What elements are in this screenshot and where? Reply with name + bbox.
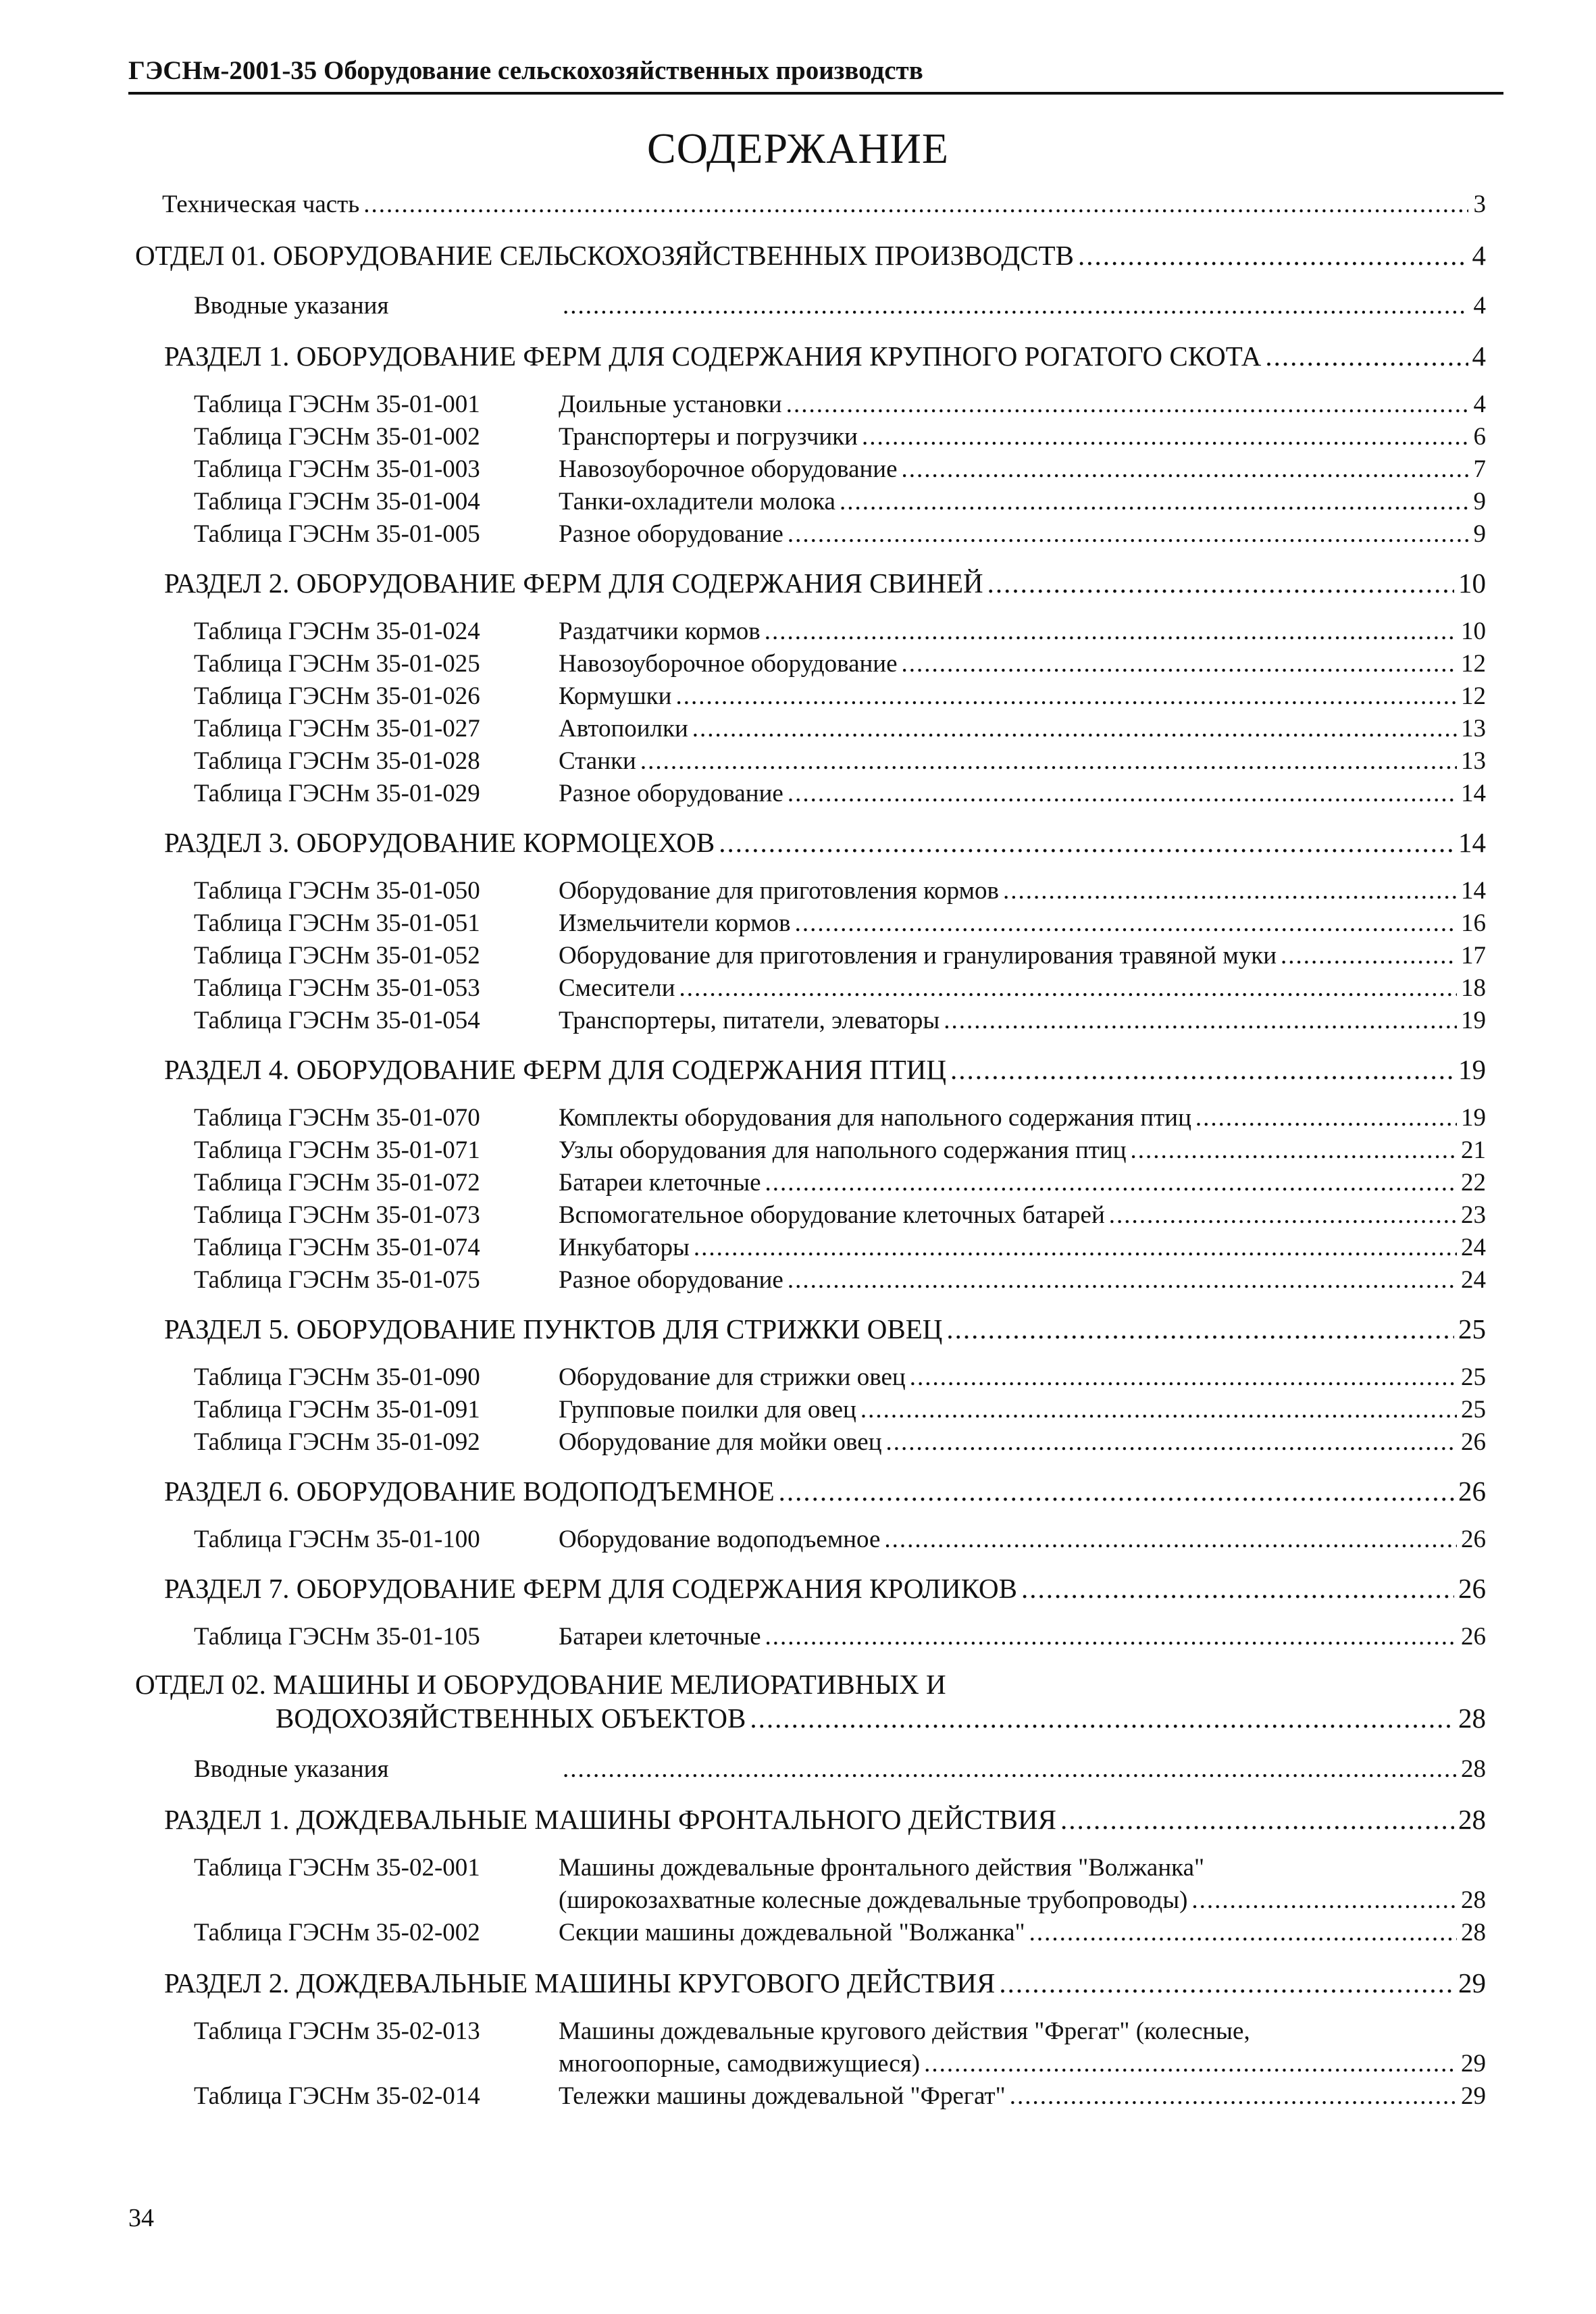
table-code: Таблица ГЭСНм 35-01-027	[194, 715, 480, 743]
dot-leader	[363, 189, 1468, 220]
table-title: Инкубаторы	[559, 1234, 690, 1261]
toc-table-row[interactable]	[194, 778, 1486, 809]
table-title: Смесители	[559, 974, 675, 1002]
table-page: 28	[1461, 1919, 1486, 1946]
table-title: Батареи клеточные	[559, 1623, 761, 1651]
table-code: Таблица ГЭСНм 35-01-074	[194, 1234, 480, 1261]
table-page: 21	[1461, 1136, 1486, 1164]
table-page: 18	[1461, 974, 1486, 1002]
table-page: 10	[1461, 618, 1486, 645]
dot-leader	[944, 1005, 1457, 1036]
toc-section-title: РАЗДЕЛ 7. ОБОРУДОВАНИЕ ФЕРМ ДЛЯ СОДЕРЖАНИЯ КРОЛИКОВ	[164, 1573, 1017, 1604]
dot-leader	[563, 1754, 1457, 1785]
table-code: Таблица ГЭСНм 35-01-072	[194, 1169, 480, 1197]
toc-entry-title: ОТДЕЛ 01. ОБОРУДОВАНИЕ СЕЛЬСКОХОЗЯЙСТВЕННЫХ ПРОИЗВОДСТВ	[135, 240, 1074, 271]
running-header: ГЭСНм-2001-35 Оборудование сельскохозяйственных производств	[128, 56, 923, 85]
table-page: 29	[1461, 2050, 1486, 2078]
toc-table-row[interactable]	[194, 616, 1486, 647]
table-code: Таблица ГЭСНм 35-02-001	[194, 1854, 480, 1882]
toc-table-row[interactable]	[194, 486, 1486, 518]
table-code: Таблица ГЭСНм 35-01-100	[194, 1526, 480, 1553]
table-title: Станки	[559, 747, 636, 775]
table-code: Таблица ГЭСНм 35-01-050	[194, 877, 480, 905]
table-title: Разное оборудование	[559, 1266, 783, 1294]
table-title: Транспортеры, питатели, элеваторы	[559, 1007, 940, 1034]
toc-entry-page: 4	[1473, 292, 1486, 320]
table-title: Оборудование для приготовления кормов	[559, 877, 999, 905]
dot-leader	[694, 1232, 1457, 1263]
table-page: 14	[1461, 877, 1486, 905]
table-title: Навозоуборочное оборудование	[559, 455, 898, 483]
toc-section-title: РАЗДЕЛ 1. ОБОРУДОВАНИЕ ФЕРМ ДЛЯ СОДЕРЖАНИЯ КРУПНОГО РОГАТОГО СКОТА	[164, 341, 1262, 372]
toc-entry-title: ВОДОХОЗЯЙСТВЕННЫХ ОБЪЕКТОВ	[276, 1703, 746, 1734]
toc-section-page: 4	[1472, 341, 1486, 372]
dot-leader	[795, 908, 1457, 939]
dot-leader	[765, 1167, 1457, 1199]
dot-leader	[902, 649, 1457, 680]
toc-table-row[interactable]	[194, 2081, 1486, 2112]
toc-table-row-continuation[interactable]	[559, 2048, 1486, 2080]
table-page: 7	[1473, 455, 1486, 483]
table-page: 6	[1473, 423, 1486, 451]
dot-leader	[1131, 1135, 1457, 1166]
toc-section-title: РАЗДЕЛ 6. ОБОРУДОВАНИЕ ВОДОПОДЪЕМНОЕ	[164, 1476, 775, 1507]
toc-section-6[interactable]	[164, 1474, 1486, 1508]
dot-leader	[765, 616, 1457, 647]
table-title: Измельчители кормов	[559, 909, 791, 937]
table-title: Оборудование для стрижки овец	[559, 1363, 906, 1391]
toc-table-row[interactable]	[194, 519, 1486, 550]
toc-section-title: РАЗДЕЛ 1. ДОЖДЕВАЛЬНЫЕ МАШИНЫ ФРОНТАЛЬНОГО ДЕЙСТВИЯ	[164, 1804, 1056, 1835]
dot-leader	[779, 1474, 1454, 1508]
table-title: Секции машины дождевальной "Волжанка"	[559, 1919, 1025, 1946]
toc-table-row[interactable]	[194, 1167, 1486, 1199]
dot-leader	[692, 713, 1457, 745]
dot-leader	[750, 1701, 1454, 1735]
table-page: 25	[1461, 1363, 1486, 1391]
table-code: Таблица ГЭСНм 35-01-071	[194, 1136, 480, 1164]
dot-leader	[719, 826, 1454, 859]
toc-section-page: 28	[1458, 1804, 1486, 1835]
table-page: 26	[1461, 1623, 1486, 1651]
table-code: Таблица ГЭСНм 35-01-105	[194, 1623, 480, 1651]
table-title: Комплекты оборудования для напольного содержания птиц	[559, 1104, 1191, 1132]
table-title-line1: Машины дождевальные фронтального действия "Волжанка"	[559, 1854, 1205, 1882]
toc-section-page: 25	[1458, 1313, 1486, 1344]
table-title-line2: (широкозахватные колесные дождевальные трубопроводы)	[559, 1886, 1188, 1914]
toc-section-title: РАЗДЕЛ 5. ОБОРУДОВАНИЕ ПУНКТОВ ДЛЯ СТРИЖКИ ОВЕЦ	[164, 1313, 943, 1344]
table-code: Таблица ГЭСНм 35-01-025	[194, 650, 480, 678]
table-code: Таблица ГЭСНм 35-01-092	[194, 1428, 480, 1456]
table-page: 17	[1461, 942, 1486, 970]
toc-entry-title: Техническая часть	[162, 191, 360, 218]
toc-table-row[interactable]	[194, 681, 1486, 712]
dot-leader	[679, 973, 1457, 1004]
toc-table-row-continuation[interactable]	[559, 1885, 1486, 1916]
table-page: 13	[1461, 747, 1486, 775]
dot-leader	[950, 1053, 1454, 1086]
dot-leader	[1281, 940, 1457, 972]
table-title: Узлы оборудования для напольного содержания птиц	[559, 1136, 1127, 1164]
toc-table-row[interactable]	[194, 746, 1486, 777]
dot-leader	[862, 422, 1468, 453]
toc-entry-dept02[interactable]	[276, 1701, 1486, 1735]
table-title: Оборудование водоподъемное	[559, 1526, 881, 1553]
toc-table-row[interactable]	[194, 1621, 1486, 1653]
table-code: Таблица ГЭСНм 35-01-051	[194, 909, 480, 937]
toc-table-row[interactable]	[194, 1917, 1486, 1948]
toc-table-row[interactable]	[194, 1362, 1486, 1393]
table-page: 22	[1461, 1169, 1486, 1197]
page-number: 34	[128, 2204, 154, 2232]
toc-table-row[interactable]	[194, 1394, 1486, 1426]
dot-leader	[999, 1966, 1454, 2000]
dot-leader	[860, 1394, 1457, 1426]
dot-leader	[1021, 1571, 1454, 1605]
toc-entry-dept02-intro[interactable]	[194, 1754, 1486, 1785]
toc-entry-dept01-intro[interactable]	[194, 291, 1486, 322]
toc-table-row[interactable]	[194, 973, 1486, 1004]
table-page: 9	[1473, 520, 1486, 548]
table-page: 29	[1461, 2082, 1486, 2110]
toc-entry-dept02-line1[interactable]: ОТДЕЛ 02. МАШИНЫ И ОБОРУДОВАНИЕ МЕЛИОРАТИВНЫХ И	[135, 1669, 946, 1700]
toc-table-row[interactable]	[194, 1853, 1486, 1884]
dot-leader	[946, 1312, 1454, 1346]
toc-entry-page: 4	[1472, 240, 1486, 271]
dot-leader	[840, 486, 1468, 518]
table-code: Таблица ГЭСНм 35-01-070	[194, 1104, 480, 1132]
table-code: Таблица ГЭСНм 35-01-075	[194, 1266, 480, 1294]
toc-table-row[interactable]	[194, 1524, 1486, 1555]
table-code: Таблица ГЭСНм 35-01-026	[194, 682, 480, 710]
toc-table-row[interactable]	[194, 1232, 1486, 1263]
table-code: Таблица ГЭСНм 35-01-052	[194, 942, 480, 970]
table-page: 19	[1461, 1104, 1486, 1132]
dot-leader	[1029, 1917, 1457, 1948]
table-title: Разное оборудование	[559, 520, 783, 548]
toc-entry-title: Вводные указания	[194, 292, 389, 320]
table-page: 12	[1461, 682, 1486, 710]
dot-leader	[1060, 1803, 1454, 1836]
table-title: Оборудование для мойки овец	[559, 1428, 882, 1456]
toc-table-row[interactable]	[194, 454, 1486, 485]
table-code: Таблица ГЭСНм 35-01-090	[194, 1363, 480, 1391]
table-page: 25	[1461, 1396, 1486, 1424]
toc-section-page: 10	[1458, 568, 1486, 599]
table-title: Кормушки	[559, 682, 672, 710]
dot-leader	[1195, 1103, 1457, 1134]
toc-table-row[interactable]	[194, 713, 1486, 745]
toc-table-row[interactable]	[194, 422, 1486, 453]
toc-entry-page: 28	[1458, 1703, 1486, 1734]
toc-table-row[interactable]	[194, 876, 1486, 907]
dot-leader	[1010, 2081, 1457, 2112]
table-code: Таблица ГЭСНм 35-01-091	[194, 1396, 480, 1424]
table-page: 14	[1461, 780, 1486, 807]
toc-table-row[interactable]	[194, 2016, 1486, 2047]
table-code: Таблица ГЭСНм 35-01-053	[194, 974, 480, 1002]
table-title: Транспортеры и погрузчики	[559, 423, 858, 451]
table-page: 4	[1473, 391, 1486, 418]
table-code: Таблица ГЭСНм 35-01-003	[194, 455, 480, 483]
toc-title: СОДЕРЖАНИЕ	[647, 124, 949, 172]
table-page: 12	[1461, 650, 1486, 678]
table-code: Таблица ГЭСНм 35-01-054	[194, 1007, 480, 1034]
toc-section-4[interactable]	[164, 1053, 1486, 1086]
table-code: Таблица ГЭСНм 35-01-002	[194, 423, 480, 451]
toc-section-5[interactable]	[164, 1312, 1486, 1346]
toc-section-02-1[interactable]	[164, 1803, 1486, 1836]
dot-leader	[1078, 238, 1468, 272]
table-code: Таблица ГЭСНм 35-01-073	[194, 1201, 480, 1229]
dot-leader	[786, 389, 1468, 420]
toc-section-02-2[interactable]	[164, 1966, 1486, 2000]
table-page: 9	[1473, 488, 1486, 515]
table-title: Разное оборудование	[559, 780, 783, 807]
toc-section-2[interactable]	[164, 566, 1486, 600]
table-page: 19	[1461, 1007, 1486, 1034]
toc-entry-dept01[interactable]	[135, 238, 1486, 272]
table-title: Групповые поилки для овец	[559, 1396, 856, 1424]
dot-leader	[1003, 876, 1457, 907]
table-code: Таблица ГЭСНм 35-02-013	[194, 2017, 480, 2045]
table-page: 26	[1461, 1428, 1486, 1456]
toc-entry-page: 28	[1461, 1755, 1486, 1783]
table-page: 16	[1461, 909, 1486, 937]
table-page: 24	[1461, 1266, 1486, 1294]
toc-section-title: РАЗДЕЛ 2. ОБОРУДОВАНИЕ ФЕРМ ДЛЯ СОДЕРЖАНИЯ СВИНЕЙ	[164, 568, 983, 599]
table-page: 23	[1461, 1201, 1486, 1229]
dot-leader	[788, 1265, 1457, 1296]
toc-table-row[interactable]	[194, 1265, 1486, 1296]
toc-table-row[interactable]	[194, 649, 1486, 680]
header-rule	[128, 92, 1503, 95]
table-code: Таблица ГЭСНм 35-01-024	[194, 618, 480, 645]
toc-table-row[interactable]	[194, 1103, 1486, 1134]
toc-table-row[interactable]	[194, 940, 1486, 972]
toc-section-1[interactable]	[164, 339, 1486, 373]
dot-leader	[675, 681, 1457, 712]
table-title-line2: многоопорные, самодвижущиеся)	[559, 2050, 921, 2078]
toc-section-page: 19	[1458, 1054, 1486, 1085]
toc-table-row[interactable]	[194, 389, 1486, 420]
table-title-line1: Машины дождевальные кругового действия "Фрегат" (колесные,	[559, 2017, 1250, 2045]
toc-section-title: РАЗДЕЛ 2. ДОЖДЕВАЛЬНЫЕ МАШИНЫ КРУГОВОГО ДЕЙСТВИЯ	[164, 1967, 996, 1998]
dot-leader	[1265, 339, 1468, 373]
dot-leader	[788, 519, 1468, 550]
dot-leader	[788, 778, 1457, 809]
toc-section-title: РАЗДЕЛ 3. ОБОРУДОВАНИЕ КОРМОЦЕХОВ	[164, 827, 715, 858]
dot-leader	[1191, 1885, 1457, 1916]
table-code: Таблица ГЭСНм 35-01-004	[194, 488, 480, 515]
toc-entry-tech-part[interactable]	[162, 189, 1486, 220]
table-page: 28	[1461, 1886, 1486, 1914]
dot-leader	[1109, 1200, 1457, 1231]
table-title: Раздатчики кормов	[559, 618, 761, 645]
dot-leader	[886, 1427, 1457, 1458]
table-page: 26	[1461, 1526, 1486, 1553]
table-code: Таблица ГЭСНм 35-02-014	[194, 2082, 480, 2110]
table-code: Таблица ГЭСНм 35-01-029	[194, 780, 480, 807]
dot-leader	[902, 454, 1468, 485]
table-title: Навозоуборочное оборудование	[559, 650, 898, 678]
table-title: Вспомогательное оборудование клеточных батарей	[559, 1201, 1105, 1229]
table-title: Автопоилки	[559, 715, 688, 743]
toc-section-7[interactable]	[164, 1571, 1486, 1605]
toc-table-row[interactable]	[194, 1200, 1486, 1231]
dot-leader	[884, 1524, 1457, 1555]
table-page: 24	[1461, 1234, 1486, 1261]
toc-section-page: 14	[1458, 827, 1486, 858]
toc-entry-page: 3	[1473, 191, 1486, 218]
table-code: Таблица ГЭСНм 35-01-028	[194, 747, 480, 775]
toc-table-row[interactable]	[194, 1427, 1486, 1458]
dot-leader	[563, 291, 1468, 322]
toc-table-row[interactable]	[194, 908, 1486, 939]
table-title: Тележки машины дождевальной "Фрегат"	[559, 2082, 1006, 2110]
toc-section-page: 26	[1458, 1476, 1486, 1507]
toc-table-row[interactable]	[194, 1135, 1486, 1166]
table-code: Таблица ГЭСНм 35-02-002	[194, 1919, 480, 1946]
toc-section-3[interactable]	[164, 826, 1486, 859]
table-code: Таблица ГЭСНм 35-01-001	[194, 391, 480, 418]
dot-leader	[987, 566, 1454, 600]
dot-leader	[910, 1362, 1457, 1393]
table-title: Танки-охладители молока	[559, 488, 835, 515]
table-page: 13	[1461, 715, 1486, 743]
toc-section-page: 29	[1458, 1967, 1486, 1998]
dot-leader	[924, 2048, 1457, 2080]
toc-table-row[interactable]	[194, 1005, 1486, 1036]
toc-entry-title: Вводные указания	[194, 1755, 389, 1783]
table-title: Батареи клеточные	[559, 1169, 761, 1197]
dot-leader	[765, 1621, 1457, 1653]
table-title: Доильные установки	[559, 391, 782, 418]
table-title: Оборудование для приготовления и гранулирования травяной муки	[559, 942, 1277, 970]
toc-section-title: РАЗДЕЛ 4. ОБОРУДОВАНИЕ ФЕРМ ДЛЯ СОДЕРЖАНИЯ ПТИЦ	[164, 1054, 946, 1085]
toc-section-page: 26	[1458, 1573, 1486, 1604]
dot-leader	[640, 746, 1457, 777]
table-code: Таблица ГЭСНм 35-01-005	[194, 520, 480, 548]
